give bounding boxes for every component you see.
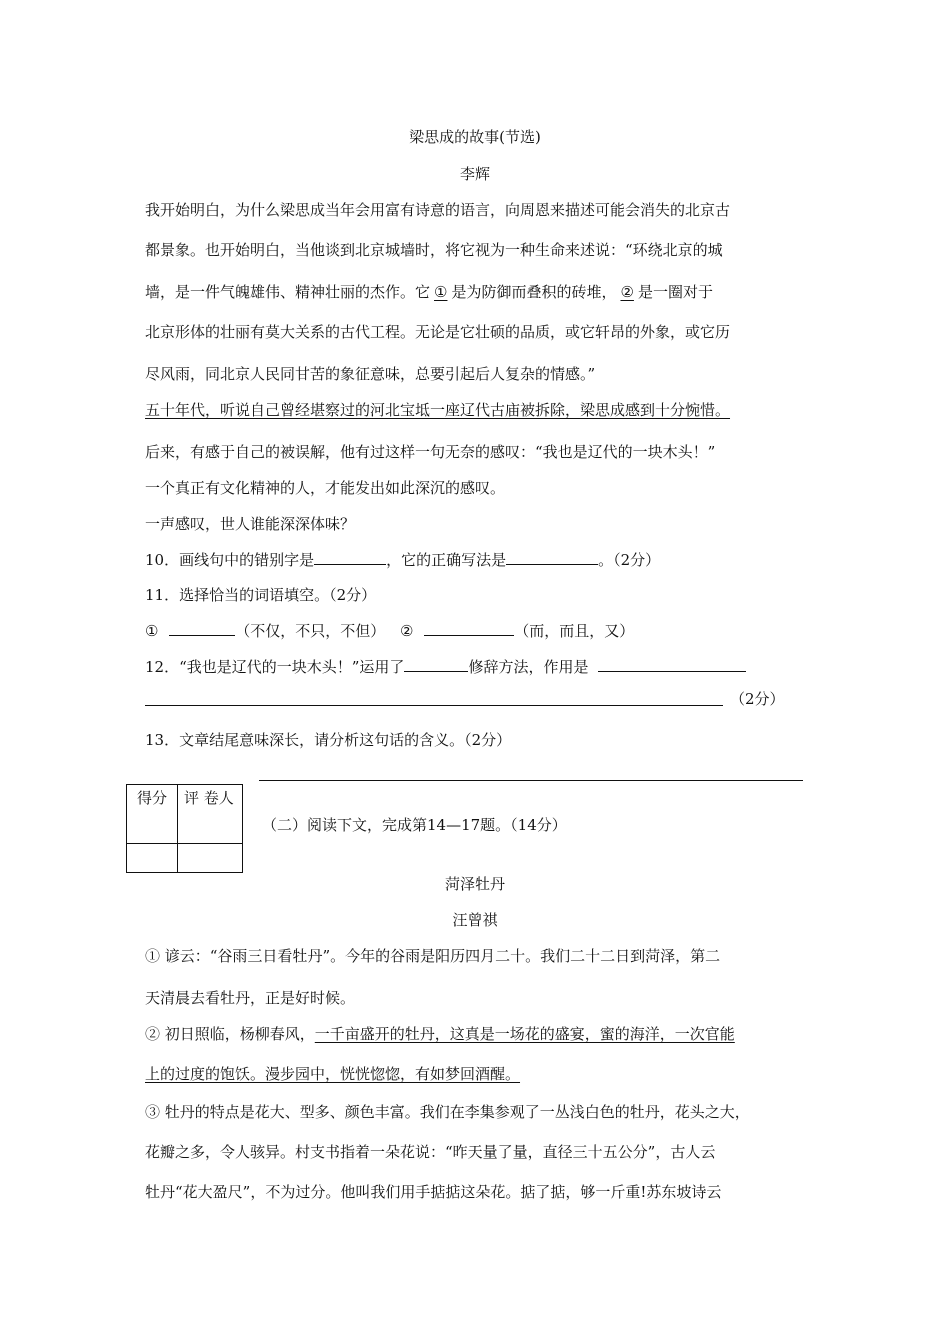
option-number: ①	[145, 622, 159, 640]
answer-blank[interactable]	[314, 550, 386, 565]
grader-cell[interactable]	[178, 844, 243, 873]
option-choices: （而，而且，又）	[514, 622, 635, 640]
passage-title: 梁思成的故事(节选)	[409, 128, 541, 146]
paragraph-line: ③ 牡丹的特点是花大、型多、颜色丰富。我们在李集参观了一丛浅白色的牡丹，花头之大，	[145, 1103, 750, 1121]
question-text: 12．“我也是辽代的一块木头！”运用了	[145, 658, 405, 676]
paragraph-text: ② 初日照临，杨柳春风，	[145, 1025, 315, 1043]
paragraph-line	[145, 1024, 735, 1044]
passage-author: 李辉	[459, 165, 490, 183]
question-11: 11．选择恰当的词语填空。（2分）	[145, 586, 377, 604]
paragraph-line: 一个真正有文化精神的人，才能发出如此深沉的感叹。	[145, 479, 506, 497]
answer-blank[interactable]	[424, 621, 514, 636]
score-label: 得分	[127, 785, 178, 844]
question-text: 10．画线句中的错别字是	[145, 551, 315, 569]
answer-line[interactable]	[145, 705, 723, 706]
paragraph-line: 牡丹“花大盈尺”，不为过分。他叫我们用手掂掂这朵花。掂了掂，够一斤重!苏东坡诗云	[145, 1183, 722, 1201]
paragraph-text: 墙，是一件气魄雄伟、精神壮丽的杰作。它	[145, 283, 431, 301]
score-note: （2分）	[730, 690, 785, 708]
fill-blank-1: ①	[434, 283, 448, 301]
question-text: 修辞方法，作用是	[468, 658, 589, 676]
paragraph-line: 尽风雨，同北京人民同甘苦的象征意味，总要引起后人复杂的情感。”	[145, 365, 596, 383]
score-box	[126, 784, 243, 873]
question-11-options	[145, 621, 634, 641]
paragraph-line: 我开始明白，为什么梁思成当年会用富有诗意的语言，向周恩来描述可能会消失的北京古	[145, 201, 731, 219]
paragraph-line: 后来，有感于自己的被误解，他有过这样一句无奈的感叹：“我也是辽代的一块木头！”	[145, 443, 716, 461]
question-text: ，它的正确写法是	[386, 551, 507, 569]
question-text: 。（2分）	[598, 551, 661, 569]
grader-label: 评 卷人	[178, 785, 243, 844]
option-choices: （不仅，不只，不但）	[235, 622, 386, 640]
paragraph-line: 花瓣之多，令人骇异。村支书指着一朵花说：“昨天量了量，直径三十五公分”，古人云	[145, 1143, 716, 1161]
passage-title: 菏泽牡丹	[444, 875, 505, 893]
answer-blank[interactable]	[169, 621, 235, 636]
answer-blank[interactable]	[404, 657, 468, 672]
underlined-sentence: 五十年代，听说自己曾经堪察过的河北宝坻一座辽代古庙被拆除，梁思成感到十分惋惜。	[145, 401, 731, 419]
paragraph-line: 都景象。也开始明白，当他谈到北京城墙时，将它视为一种生命来述说：“环绕北京的城	[145, 241, 723, 259]
paragraph-line: 一声感叹，世人谁能深深体味？	[145, 515, 356, 533]
paragraph-line	[145, 282, 713, 302]
score-cell[interactable]	[127, 844, 178, 873]
fill-blank-2: ②	[620, 283, 634, 301]
paragraph-line: 天清晨去看牡丹，正是好时候。	[145, 989, 356, 1007]
paragraph-line: 北京形体的壮丽有莫大关系的古代工程。无论是它壮硕的品质，或它轩昂的外象，或它历	[145, 323, 731, 341]
section-heading: （二）阅读下文，完成第14—17题。（14分）	[262, 816, 567, 834]
question-10	[145, 550, 660, 570]
paragraph-text: 是为防御而叠积的砖堆，	[451, 283, 617, 301]
underlined-sentence: 上的过度的饱饫。漫步园中，恍恍惚惚，有如梦回酒醒。	[145, 1065, 521, 1083]
answer-line[interactable]	[259, 780, 803, 781]
underlined-sentence: 一千亩盛开的牡丹，这真是一场花的盛宴，蜜的海洋，一次官能	[314, 1025, 735, 1043]
question-12	[145, 657, 746, 677]
answer-blank[interactable]	[506, 550, 598, 565]
option-number: ②	[400, 622, 414, 640]
passage-author: 汪曾祺	[452, 911, 498, 929]
paragraph-text: 是一圈对于	[637, 283, 713, 301]
question-13: 13．文章结尾意味深长，请分析这句话的含义。（2分）	[145, 731, 512, 749]
paragraph-line: ① 谚云：“谷雨三日看牡丹”。今年的谷雨是阳历四月二十。我们二十二日到菏泽，第二	[145, 947, 721, 965]
answer-blank[interactable]	[598, 657, 746, 672]
